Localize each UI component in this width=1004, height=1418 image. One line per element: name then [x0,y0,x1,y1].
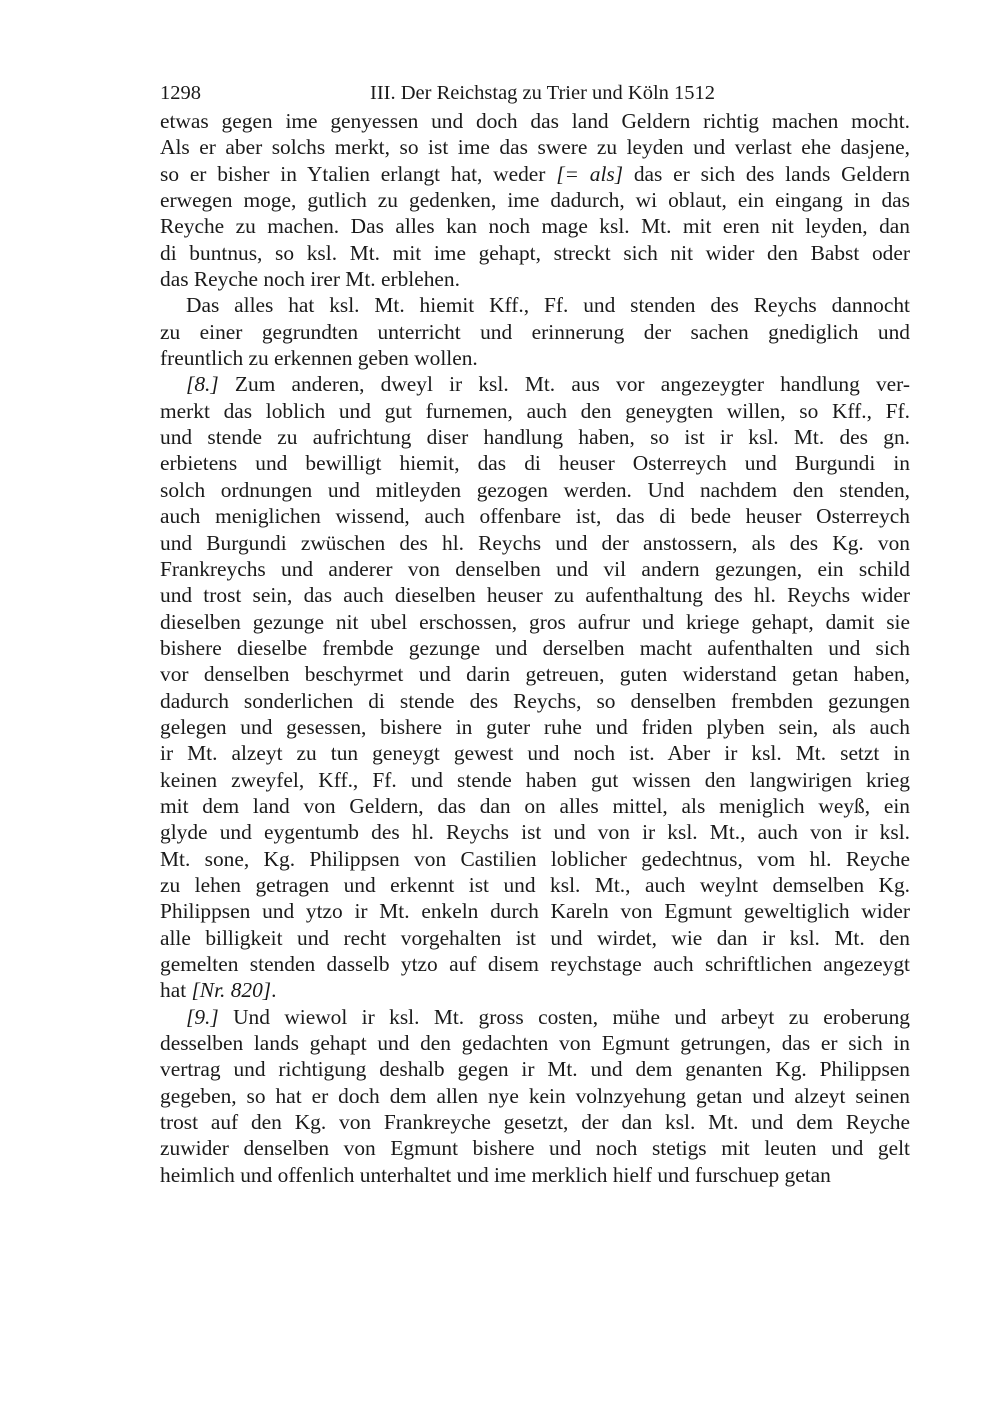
text-line: erwegen moge, gutlich zu gedenken, ime dadurch, wi oblaut, ein eingang in das [160,188,910,213]
text-line [160,371,910,397]
text-line: freuntlich zu erkennen geben wollen. [160,346,478,371]
text-line: Philippsen und ytzo ir Mt. enkeln durch Kareln von Egmunt geweltiglich wider [160,899,910,924]
text-line: bishere dieselbe frembde gezunge und derselben macht aufenthalten und sich [160,635,910,660]
paragraph [160,371,910,1003]
text-line: Reyche zu machen. Das alles kan noch mage ksl. Mt. mit eren nit leyden, dan [160,214,910,239]
text-line: heimlich und offenlich unterhaltet und ime merklich hielf und furschuep getan [160,1162,831,1187]
text-line: und stende zu aufrichtung diser handlung haben, so ist ir ksl. Mt. des gn. [160,425,910,450]
editorial-note: [9.] [186,1004,219,1029]
text-line: glyde und eygentumb des hl. Reychs ist und von ir ksl. Mt., auch von ir ksl. [160,820,910,845]
text-line: das Reyche noch irer Mt. erblehen. [160,267,460,292]
text-segment: das er sich des lands Geldern [623,161,910,186]
text-line: solch ordnungen und mitleyden gezogen werden. Und nachdem den stenden, [160,477,910,502]
text-line: und trost sein, das auch dieselben heuser zu aufenthaltung des hl. Reychs wider [160,583,910,608]
editorial-note: [= als] [556,161,624,186]
text-segment: so er bisher in Ytalien erlangt hat, weder [160,161,557,186]
text-line: ir Mt. alzeyt zu tun geneygt gewest und noch ist. Aber ir ksl. Mt. setzt in [160,741,910,766]
paragraph [160,108,910,292]
paragraph [160,292,910,371]
text-segment: hat [160,978,192,1003]
text-line [160,161,910,187]
text-line: zu einer gegrundten unterricht und erinnerung der sachen gnediglich und [160,319,910,344]
text-line: trost auf den Kg. von Frankreyche gesetzt, der dan ksl. Mt. und dem Reyche [160,1110,910,1135]
page-number: 1298 [160,82,201,104]
text-line [160,1004,910,1030]
text-line: auch meniglichen wissend, auch offenbare ist, das di bede heuser Osterreych [160,504,910,529]
text-segment: Zum anderen, dweyl ir ksl. Mt. aus vor angezeygter handlung ver- [218,372,910,397]
paragraph [160,1004,910,1188]
text-line: desselben lands gehapt und den gedachten von Egmunt getrungen, das er sich in [160,1031,910,1056]
body-text [160,108,910,1188]
text-line: etwas gegen ime genyessen und doch das land Geldern richtig machen mocht. [160,109,910,133]
text-line: gegeben, so hat er doch dem allen nye kein volnzyehung getan und alzeyt seinen [160,1083,910,1108]
text-segment: Und wiewol ir ksl. Mt. gross costen, mühe und arbeyt zu eroberung [218,1004,910,1029]
text-line: vor denselben beschyrmet und darin getreuen, guten widerstand getan haben, [160,662,910,687]
running-title: III. Der Reichstag zu Trier und Köln 1512 [370,82,716,104]
text-line: zu lehen getragen und erkennt ist und ksl. Mt., auch weylnt demselben Kg. [160,872,910,897]
text-line: Mt. sone, Kg. Philippsen von Castilien loblicher gedechtnus, vom hl. Reyche [160,846,910,871]
text-line: Das alles hat ksl. Mt. hiemit Kff., Ff. und stenden des Reychs dannocht [186,293,910,318]
text-line: erbietens und bewilligt hiemit, das di heuser Osterreych und Burgundi in [160,451,910,476]
text-line: Frankreychs und anderer von denselben und vil andern gezungen, ein schild [160,556,910,581]
text-line: dadurch sonderlichen di stende des Reychs, so denselben frembden gezungen [160,688,910,713]
text-segment: . [271,978,277,1003]
text-line: und Burgundi zwüschen des hl. Reychs und der anstossern, als des Kg. von [160,530,910,555]
text-line: gelegen und gesessen, bishere in guter ruhe und friden plyben sein, als auch [160,714,910,739]
document-page [160,78,910,1188]
text-line: di buntnus, so ksl. Mt. mit ime gehapt, streckt sich nit wider den Babst oder [160,240,910,265]
text-line: Als er aber solchs merkt, so ist ime das swere zu leyden und verlast ehe dasjene, [160,135,910,160]
text-line: alle billigkeit und recht vorgehalten ist und wirdet, wie dan ir ksl. Mt. den [160,925,910,950]
editorial-note: [Nr. 820] [191,978,272,1003]
text-line: gemelten stenden dasselb ytzo auf disem reychstage auch schriftlichen angezeygt [160,952,910,976]
text-line: zuwider denselben von Egmunt bishere und noch stetigs mit leuten und gelt [160,1136,910,1161]
text-line: dieselben gezunge nit ubel erschossen, gros aufrur und kriege gehapt, damit sie [160,609,910,634]
running-head [160,78,910,108]
text-line: vertrag und richtigung deshalb gegen ir Mt. und dem genanten Kg. Philippsen [160,1057,910,1082]
text-line [160,977,910,1003]
text-line: merkt das loblich und gut furnemen, auch den geneygten willen, so Kff., Ff. [160,398,910,423]
editorial-note: [8.] [186,372,219,397]
text-line: mit dem land von Geldern, das dan on alles mittel, als meniglich weyß, ein [160,793,910,818]
text-line: keinen zweyfel, Kff., Ff. und stende haben gut wissen den langwirigen krieg [160,767,910,792]
